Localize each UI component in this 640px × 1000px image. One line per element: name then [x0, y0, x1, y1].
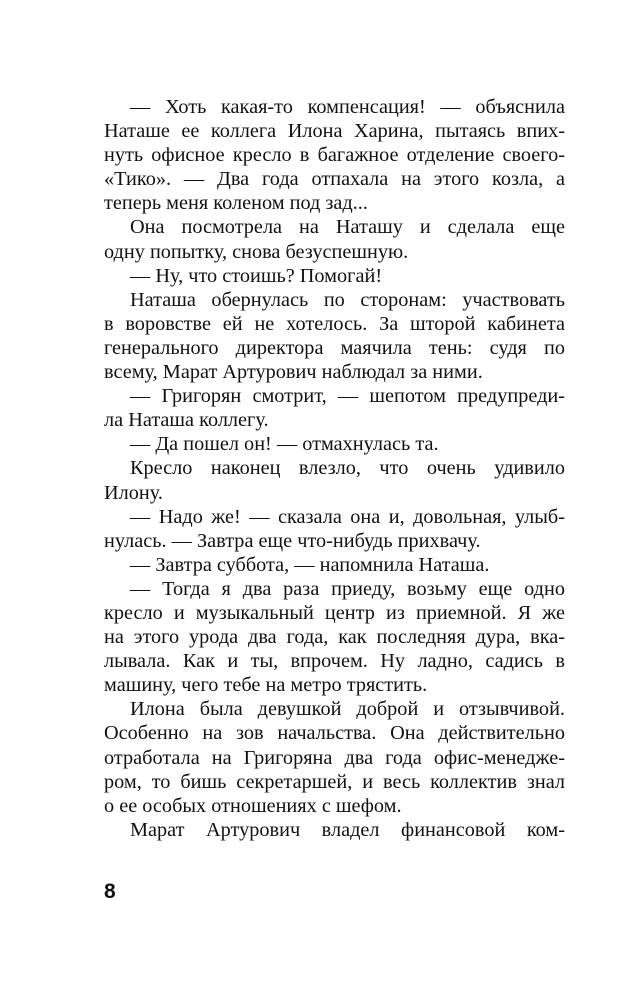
text-line: одну попытку, снова безуспешную. — [104, 240, 409, 263]
text-line: лывала. Как и ты, впрочем. Ну ладно, садись в — [104, 650, 565, 673]
text-line: всему, Марат Артурович наблюдал за ними. — [104, 361, 483, 384]
text-line: Илона была девушкой доброй и отзывчивой. — [130, 698, 565, 721]
text-line: — Да пошел он! — отмахнулась та. — [130, 433, 439, 456]
text-line: Илону. — [104, 481, 163, 504]
text-line: — Григорян смотрит, — шепотом предупреди- — [130, 385, 565, 408]
text-line: Особенно на зов начальства. Она действительно — [104, 722, 565, 745]
text-line: в воровстве ей не хотелось. За шторой кабинета — [104, 312, 565, 335]
text-line: — Завтра суббота, — напомнила Наташа. — [130, 553, 490, 576]
text-line: нуть офисное кресло в багажное отделение своего- — [104, 144, 565, 167]
page-number: 8 — [104, 880, 116, 903]
text-line: — Надо же! — сказала она и, довольная, улыб- — [130, 505, 565, 528]
text-line: отработала на Григоряна два года офис-менедже- — [104, 746, 565, 769]
text-line: «Тико». — Два года отпахала на этого козла, а — [104, 168, 565, 191]
text-line: нулась. — Завтра еще что-нибудь прихвачу. — [104, 529, 481, 552]
text-line: — Тогда я два раза приеду, возьму еще одно — [130, 577, 565, 600]
text-line: о ее особых отношениях с шефом. — [104, 794, 402, 817]
body-text — [104, 95, 565, 842]
text-line: Она посмотрела на Наташу и сделала еще — [130, 216, 565, 239]
text-line: Кресло наконец влезло, что очень удивило — [130, 457, 565, 480]
text-line: на этого урода два года, как последняя дура, вка- — [104, 626, 565, 649]
text-line: Наташа обернулась по сторонам: участвовать — [130, 288, 565, 311]
text-line: кресло и музыкальный центр из приемной. Я же — [104, 601, 565, 624]
text-line: машину, чего тебе на метро трястить. — [104, 674, 428, 697]
text-line: — Ну, что стоишь? Помогай! — [130, 264, 383, 287]
text-line: теперь меня коленом под зад... — [104, 192, 368, 215]
text-line: ром, то бишь секретаршей, и весь коллектив знал — [104, 770, 565, 793]
text-line: ла Наташа коллегу. — [104, 409, 269, 432]
text-line: — Хоть какая-то компенсация! — объяснила — [130, 96, 565, 118]
text-line: Марат Артурович владел финансовой ком- — [130, 818, 565, 841]
text-line: генерального директора маячила тень: судя по — [104, 336, 565, 359]
text-line: Наташе ее коллега Илона Харина, пытаясь впих- — [104, 120, 565, 143]
